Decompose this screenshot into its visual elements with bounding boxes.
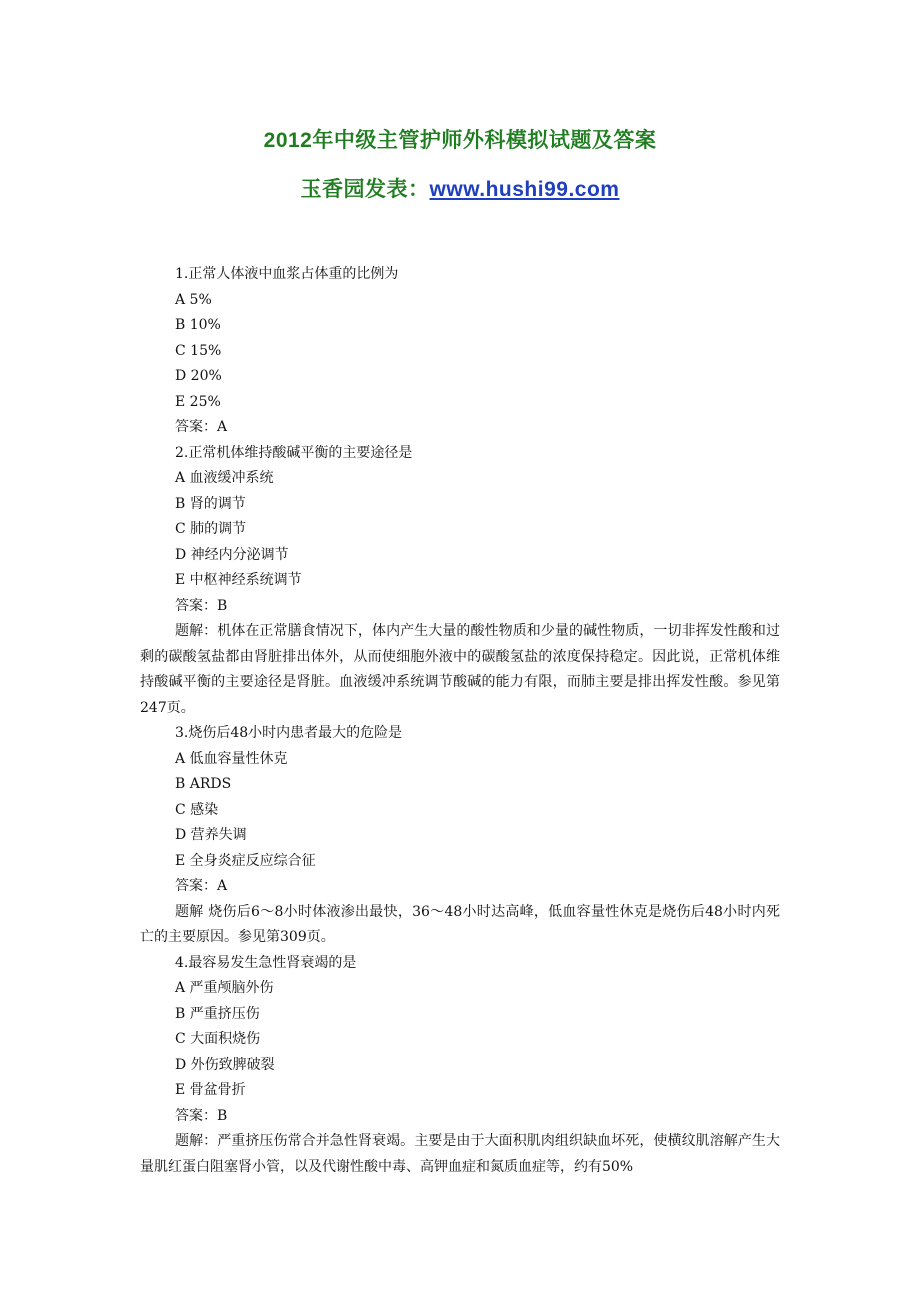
site-link[interactable]: www.hushi99.com (429, 178, 620, 201)
publisher-prefix: 玉香园发表： (300, 178, 430, 201)
option: A 低血容量性休克 (175, 750, 288, 767)
option: B 严重挤压伤 (175, 1005, 260, 1022)
option: C 肺的调节 (175, 521, 247, 537)
option: C 感染 (175, 801, 219, 818)
option: B ARDS (175, 776, 232, 792)
question-stem: 2.正常机体维持酸碱平衡的主要途径是 (175, 444, 413, 461)
answer: 答案：A (175, 878, 228, 894)
option: A 严重颅脑外伤 (175, 980, 274, 996)
explanation: 题解：机体在正常膳食情况下，体内产生大量的酸性物质和少量的碱性物质，一切非挥发性酸和过剩的碳酸氢盐都由肾脏排出体外，从而使细胞外液中的碳酸氢盐的浓度保持稳定。因此说，正常机体维持酸碱平衡的主要途径是肾脏。血液缓冲系统调节酸碱的能力有限，而肺主要是排出挥发性酸。参见第247页。 (140, 623, 780, 716)
question-stem: 4.最容易发生急性肾衰竭的是 (175, 954, 357, 971)
option: A 血液缓冲系统 (175, 470, 274, 486)
option: C 15% (175, 342, 222, 359)
question-stem: 3.烧伤后48小时内患者最大的危险是 (175, 725, 403, 741)
explanation: 题解 烧伤后6～8小时体液渗出最快，36～48小时达高峰，低血容量性休克是烧伤后48小时内死亡的主要原因。参见第309页。 (140, 903, 780, 945)
option: E 中枢神经系统调节 (175, 572, 302, 588)
publisher-line (0, 173, 920, 203)
option: D 外伤致脾破裂 (175, 1056, 275, 1073)
option: E 25% (175, 393, 221, 410)
explanation: 题解：严重挤压伤常合并急性肾衰竭。主要是由于大面积肌肉组织缺血坏死，使横纹肌溶解产生大量肌红蛋白阻塞肾小管，以及代谢性酸中毒、高钾血症和氮质血症等，约有50% (140, 1133, 780, 1175)
option: E 骨盆骨折 (175, 1082, 246, 1098)
answer: 答案：B (175, 1107, 228, 1124)
option: D 神经内分泌调节 (175, 546, 289, 563)
question-stem: 1.正常人体液中血浆占体重的比例为 (175, 266, 399, 282)
option: B 10% (175, 317, 221, 333)
document-title: 2012年中级主管护师外科模拟试题及答案 (263, 129, 657, 152)
document-body (140, 262, 780, 1180)
answer: 答案：B (175, 597, 228, 614)
option: B 肾的调节 (175, 495, 246, 512)
option: D 20% (175, 368, 222, 384)
option: C 大面积烧伤 (175, 1031, 261, 1047)
option: E 全身炎症反应综合征 (175, 852, 316, 869)
option: A 5% (175, 291, 212, 308)
answer: 答案：A (175, 419, 228, 435)
option: D 营养失调 (175, 827, 247, 843)
